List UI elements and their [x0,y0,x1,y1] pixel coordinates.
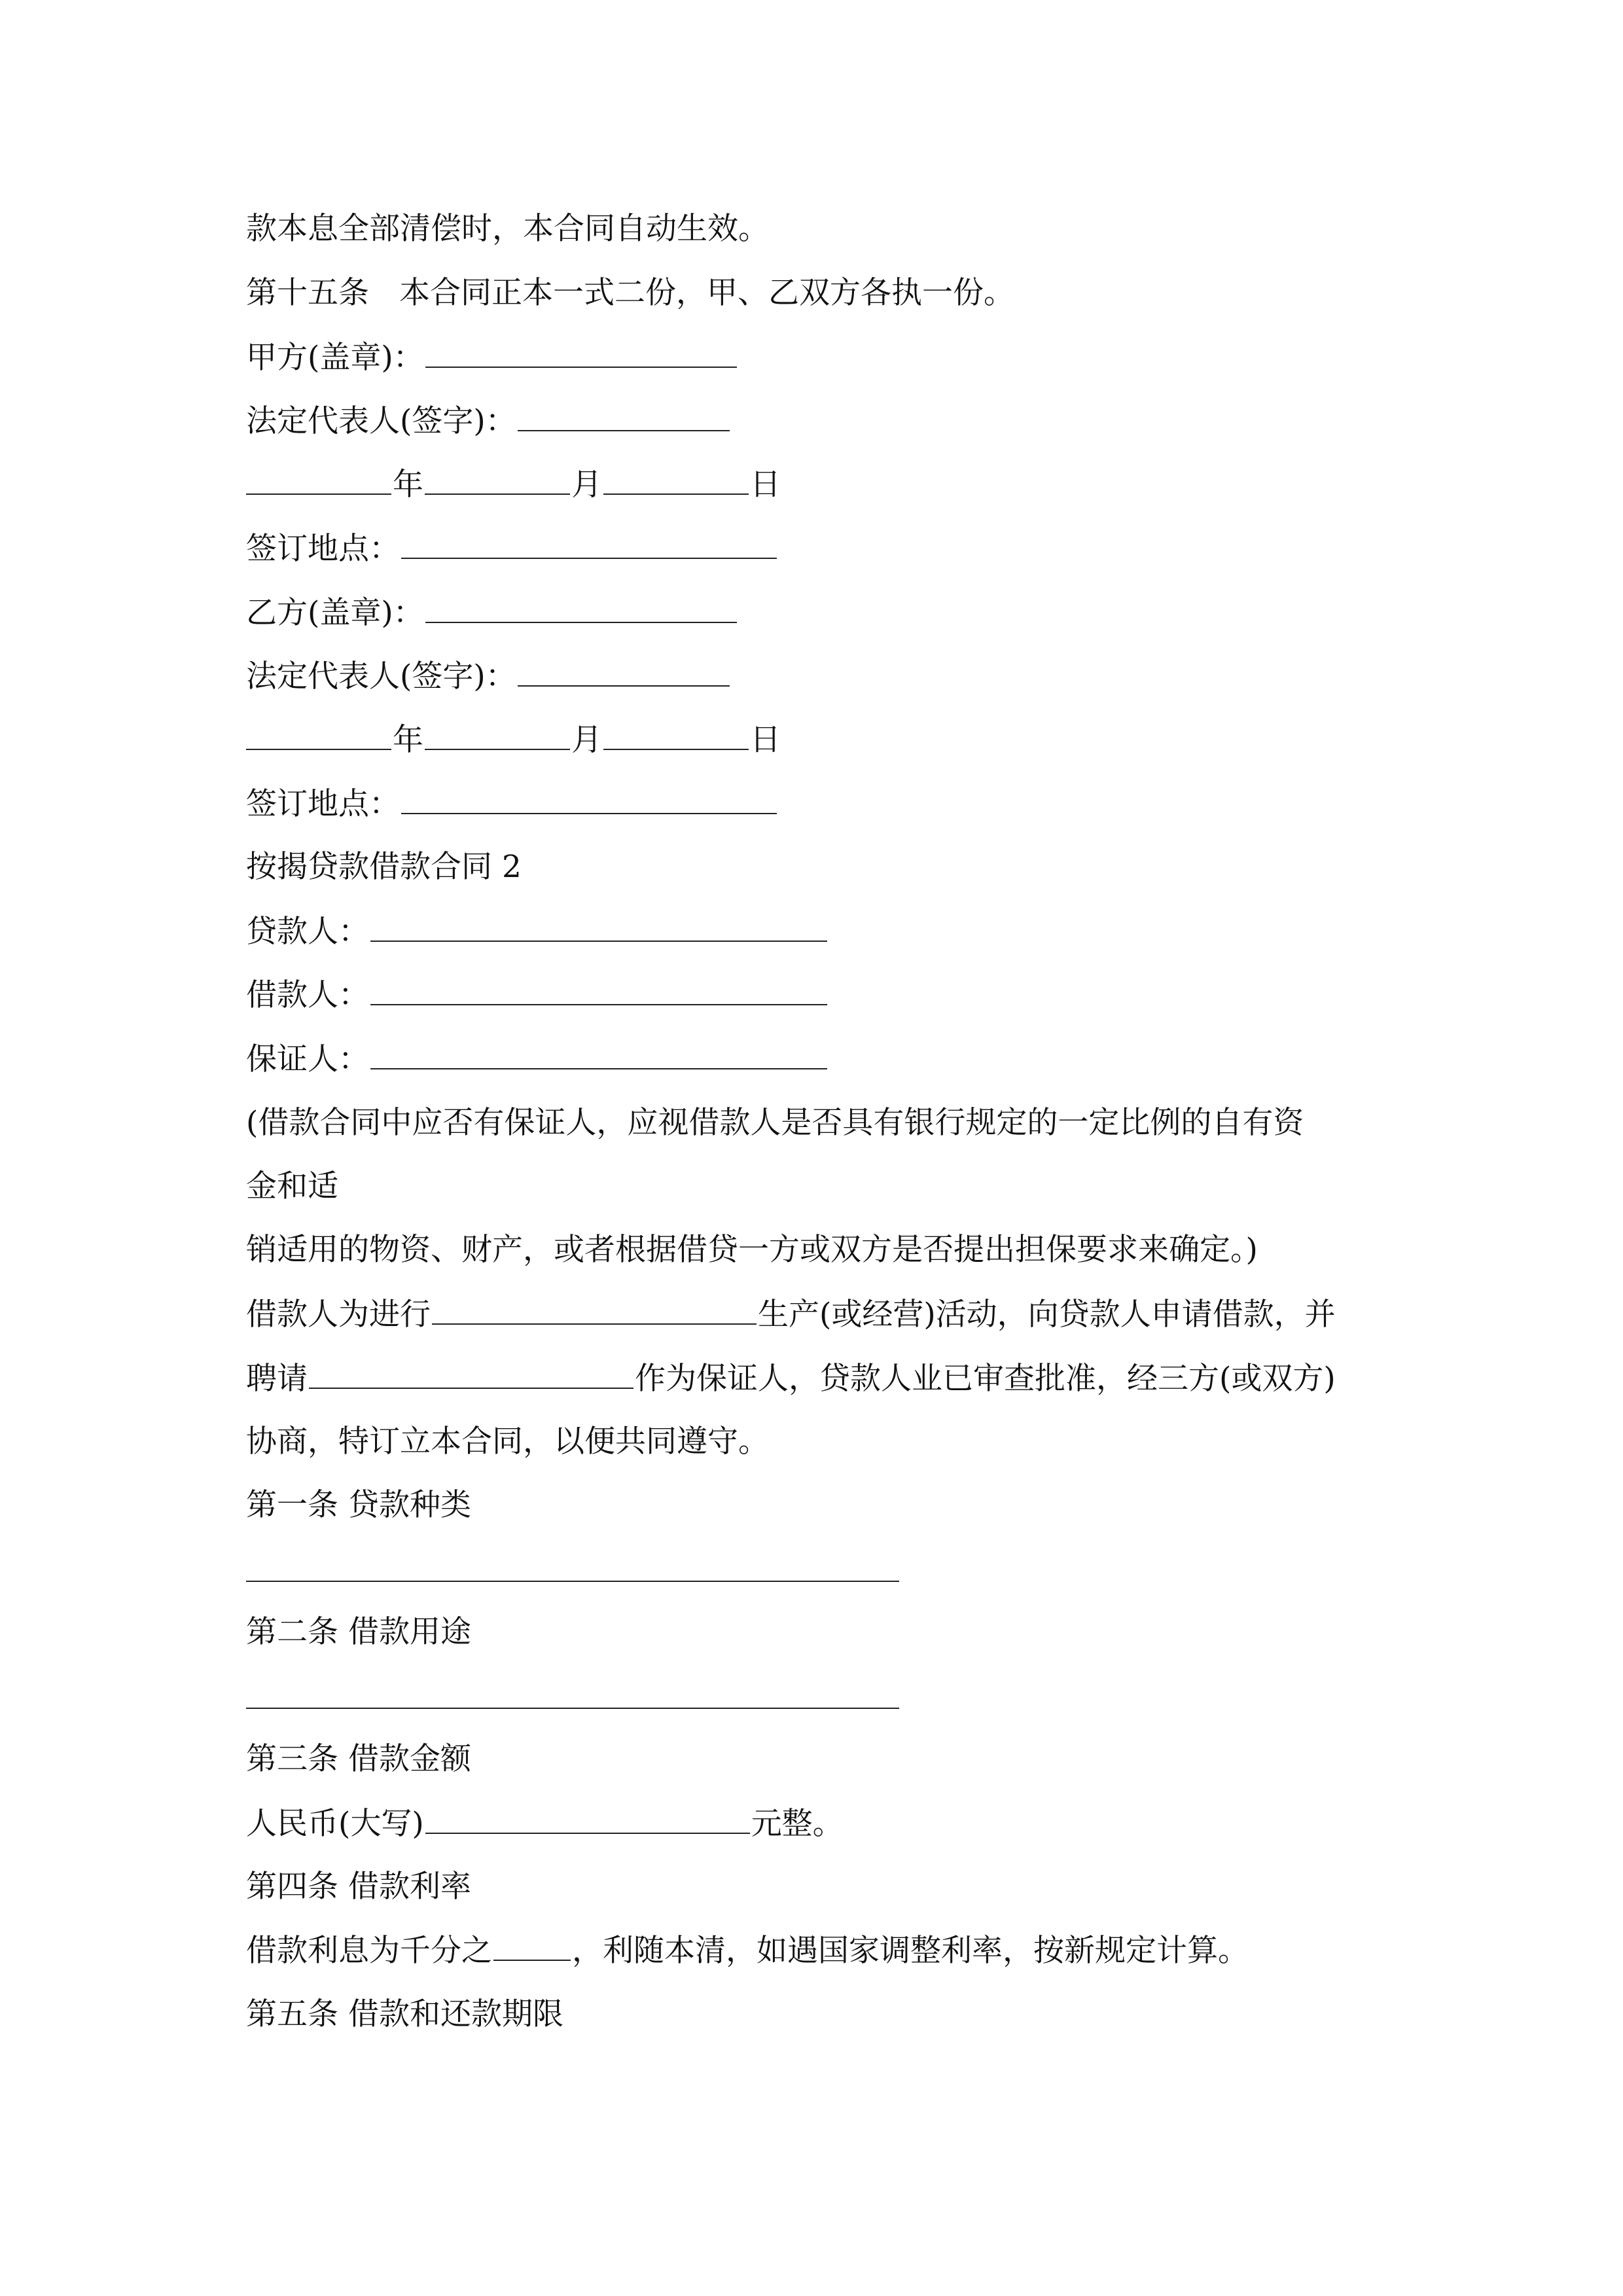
fill-blank[interactable] [493,1931,571,1961]
text-line [246,1295,1336,1335]
party-a-date-line [246,465,781,505]
party-b-seal-line [246,593,738,633]
body-text: 借款人为进行 [246,1297,431,1333]
party-b-date-line [246,720,781,760]
clause-text: 款本息全部清偿时，本合同自动生效。 [246,211,769,247]
fill-blank[interactable] [370,1039,827,1069]
text-line [246,274,1014,313]
text-line [246,1167,338,1206]
fill-blank[interactable] [425,338,737,368]
body-text: 人民币(大写) [246,1806,424,1842]
note-text: 销适用的物资、财产，或者根据借贷一方或双方是否提出担保要求来确定。) [246,1232,1258,1268]
day-blank[interactable] [603,465,749,495]
year-blank[interactable] [246,465,391,495]
party-b-place-line [246,784,778,824]
text-line [246,1103,1304,1143]
month-blank[interactable] [425,720,570,750]
year-label: 年 [393,722,423,758]
fill-blank[interactable] [401,529,777,559]
day-blank[interactable] [603,720,749,750]
clause-heading: 第十五条 [246,275,369,311]
text-line [246,1422,769,1462]
body-text: 协商，特订立本合同，以便共同遵守。 [246,1424,769,1460]
party-a-seal-line [246,338,738,378]
field-label: 签订地点： [246,531,400,567]
fill-blank[interactable] [432,1295,757,1325]
lender-line [246,912,829,952]
field-label: 保证人： [246,1041,369,1077]
amount-line [246,1804,844,1844]
field-label: 甲方(盖章)： [246,340,424,376]
fill-line[interactable] [246,1581,899,1582]
article-title: 第五条 借款和还款期限 [246,1996,563,2032]
fill-blank[interactable] [309,1359,633,1389]
article-title: 第三条 借款金额 [246,1741,471,1777]
field-label: 法定代表人(签字)： [246,658,516,694]
year-label: 年 [393,467,423,503]
party-a-rep-line [246,401,731,441]
clause-text: 本合同正本一式二份，甲、乙双方各执一份。 [399,275,1014,311]
day-label: 日 [750,722,781,758]
month-blank[interactable] [425,465,570,495]
fill-blank[interactable] [370,975,827,1005]
field-label: 签订地点： [246,786,400,822]
note-text: 金和适 [246,1168,338,1204]
note-text: (借款合同中应否有保证人，应视借款人是否具有银行规定的一定比例的自有资 [246,1105,1304,1141]
body-text: 元整。 [751,1806,844,1842]
fill-blank[interactable] [518,656,730,687]
borrower-line [246,975,829,1015]
guarantor-line [246,1039,829,1079]
body-text: ，利随本清，如遇国家调整利率，按新规定计算。 [572,1933,1249,1969]
body-text: 生产(或经营)活动，向贷款人申请借款，并 [758,1297,1336,1333]
fill-blank[interactable] [425,593,737,623]
article-title: 第二条 借款用途 [246,1614,471,1650]
text-line [246,1359,1336,1399]
article-heading [246,1867,471,1907]
month-label: 月 [571,467,602,503]
article-heading [246,1613,471,1652]
article-heading [246,1995,563,2034]
body-text: 作为保证人，贷款人业已审查批准，经三方(或双方) [635,1361,1336,1397]
field-label: 乙方(盖章)： [246,595,424,631]
document-title: 按揭贷款借款合同 2 [246,849,522,885]
field-label: 法定代表人(签字)： [246,403,516,439]
fill-blank[interactable] [518,401,730,431]
party-a-place-line [246,529,778,569]
field-label: 借款人： [246,977,369,1013]
day-label: 日 [750,467,781,503]
month-label: 月 [571,722,602,758]
year-blank[interactable] [246,720,391,750]
article-heading [246,1486,471,1525]
fill-blank[interactable] [401,784,777,814]
fill-blank[interactable] [370,912,827,942]
text-line [246,209,769,249]
article-title: 第一条 贷款种类 [246,1487,471,1523]
section-title [246,848,522,887]
body-text: 聘请 [246,1361,308,1397]
article-title: 第四条 借款利率 [246,1869,471,1905]
interest-line [246,1931,1249,1971]
text-line [246,1230,1258,1270]
article-heading [246,1740,471,1779]
field-label: 贷款人： [246,914,369,950]
body-text: 借款利息为千分之 [246,1933,492,1969]
fill-blank[interactable] [425,1804,750,1834]
fill-line[interactable] [246,1708,899,1709]
party-b-rep-line [246,656,731,696]
